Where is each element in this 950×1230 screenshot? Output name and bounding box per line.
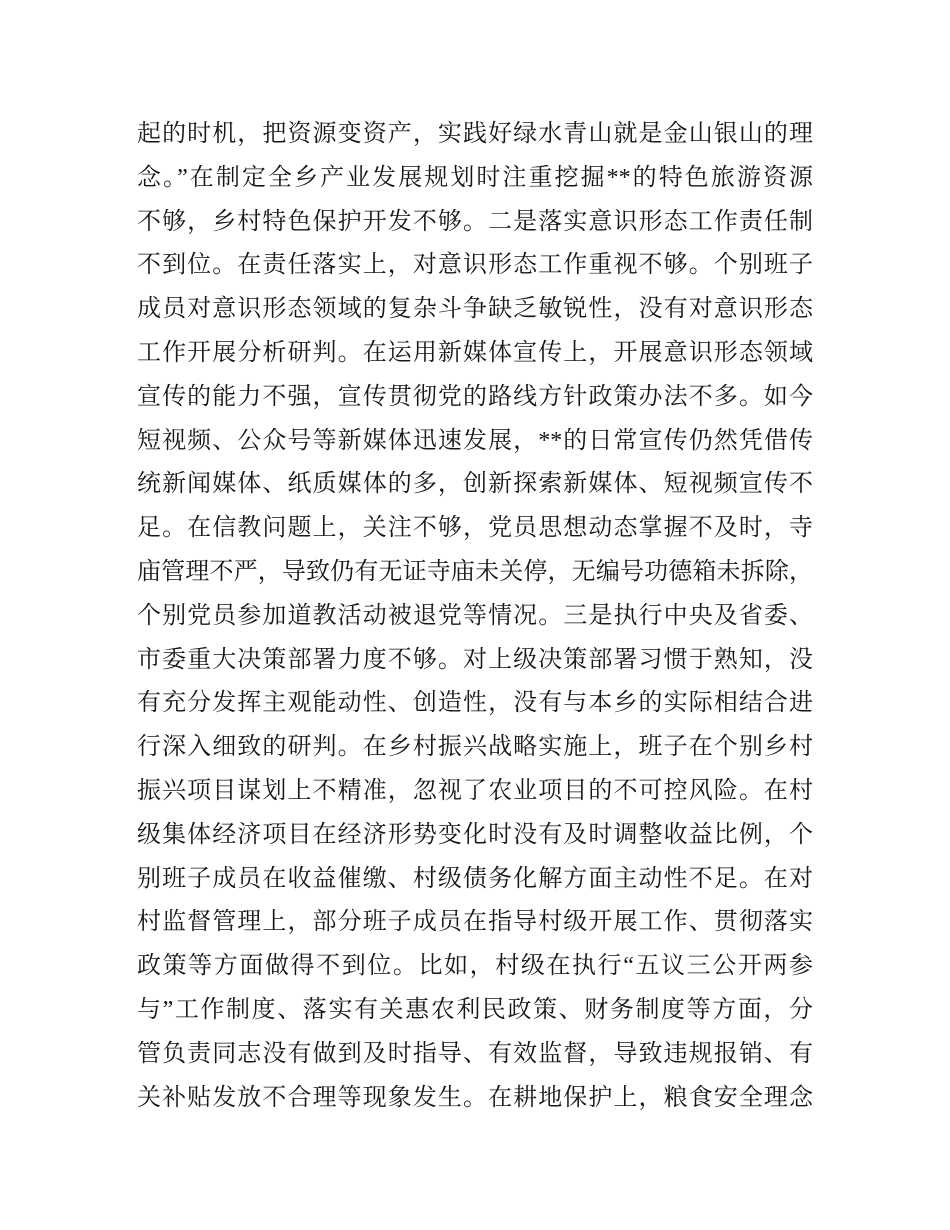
text-line: 个别党员参加道教活动被退党等情况。三是执行中央及省委、: [137, 602, 813, 629]
text-line: 念。”在制定全乡产业发展规划时注重挖掘**的特色旅游资源: [137, 164, 813, 191]
text-line: 管负责同志没有做到及时指导、有效监督，导致违规报销、有: [137, 1040, 813, 1067]
text-line: 关补贴发放不合理等现象发生。在耕地保护上，粮食安全理念: [137, 1084, 813, 1111]
text-line: 村监督管理上，部分班子成员在指导村级开展工作、贯彻落实: [137, 909, 813, 936]
text-line: 短视频、公众号等新媒体迅速发展，**的日常宣传仍然凭借传: [137, 427, 813, 454]
text-line: 足。在信教问题上，关注不够，党员思想动态掌握不及时，寺: [137, 515, 813, 542]
text-line: 庙管理不严，导致仍有无证寺庙未关停，无编号功德箱未拆除，: [137, 558, 813, 585]
text-line: 行深入细致的研判。在乡村振兴战略实施上，班子在个别乡村: [137, 734, 813, 761]
text-line: 振兴项目谋划上不精准，忽视了农业项目的不可控风险。在村: [137, 777, 813, 804]
text-line: 宣传的能力不强，宣传贯彻党的路线方针政策办法不多。如今: [137, 383, 813, 410]
text-line: 市委重大决策部署力度不够。对上级决策部署习惯于熟知，没: [137, 646, 813, 673]
text-line: 政策等方面做得不到位。比如，村级在执行“五议三公开两参: [137, 953, 813, 980]
document-text-block: [137, 113, 813, 1120]
text-line: 与”工作制度、落实有关惠农利民政策、财务制度等方面，分: [137, 996, 813, 1023]
text-line: 工作开展分析研判。在运用新媒体宣传上，开展意识形态领域: [137, 339, 813, 366]
text-line: 起的时机，把资源变资产，实践好绿水青山就是金山银山的理: [137, 121, 813, 147]
text-line: 有充分发挥主观能动性、创造性，没有与本乡的实际相结合进: [137, 690, 813, 717]
text-line: 别班子成员在收益催缴、村级债务化解方面主动性不足。在对: [137, 865, 813, 892]
text-line: 不到位。在责任落实上，对意识形态工作重视不够。个别班子: [137, 252, 813, 279]
text-line: 级集体经济项目在经济形势变化时没有及时调整收益比例，个: [137, 821, 813, 848]
text-line: 统新闻媒体、纸质媒体的多，创新探索新媒体、短视频宣传不: [137, 471, 813, 498]
text-line: 成员对意识形态领域的复杂斗争缺乏敏锐性，没有对意识形态: [137, 296, 813, 323]
text-line: 不够，乡村特色保护开发不够。二是落实意识形态工作责任制: [137, 208, 813, 235]
